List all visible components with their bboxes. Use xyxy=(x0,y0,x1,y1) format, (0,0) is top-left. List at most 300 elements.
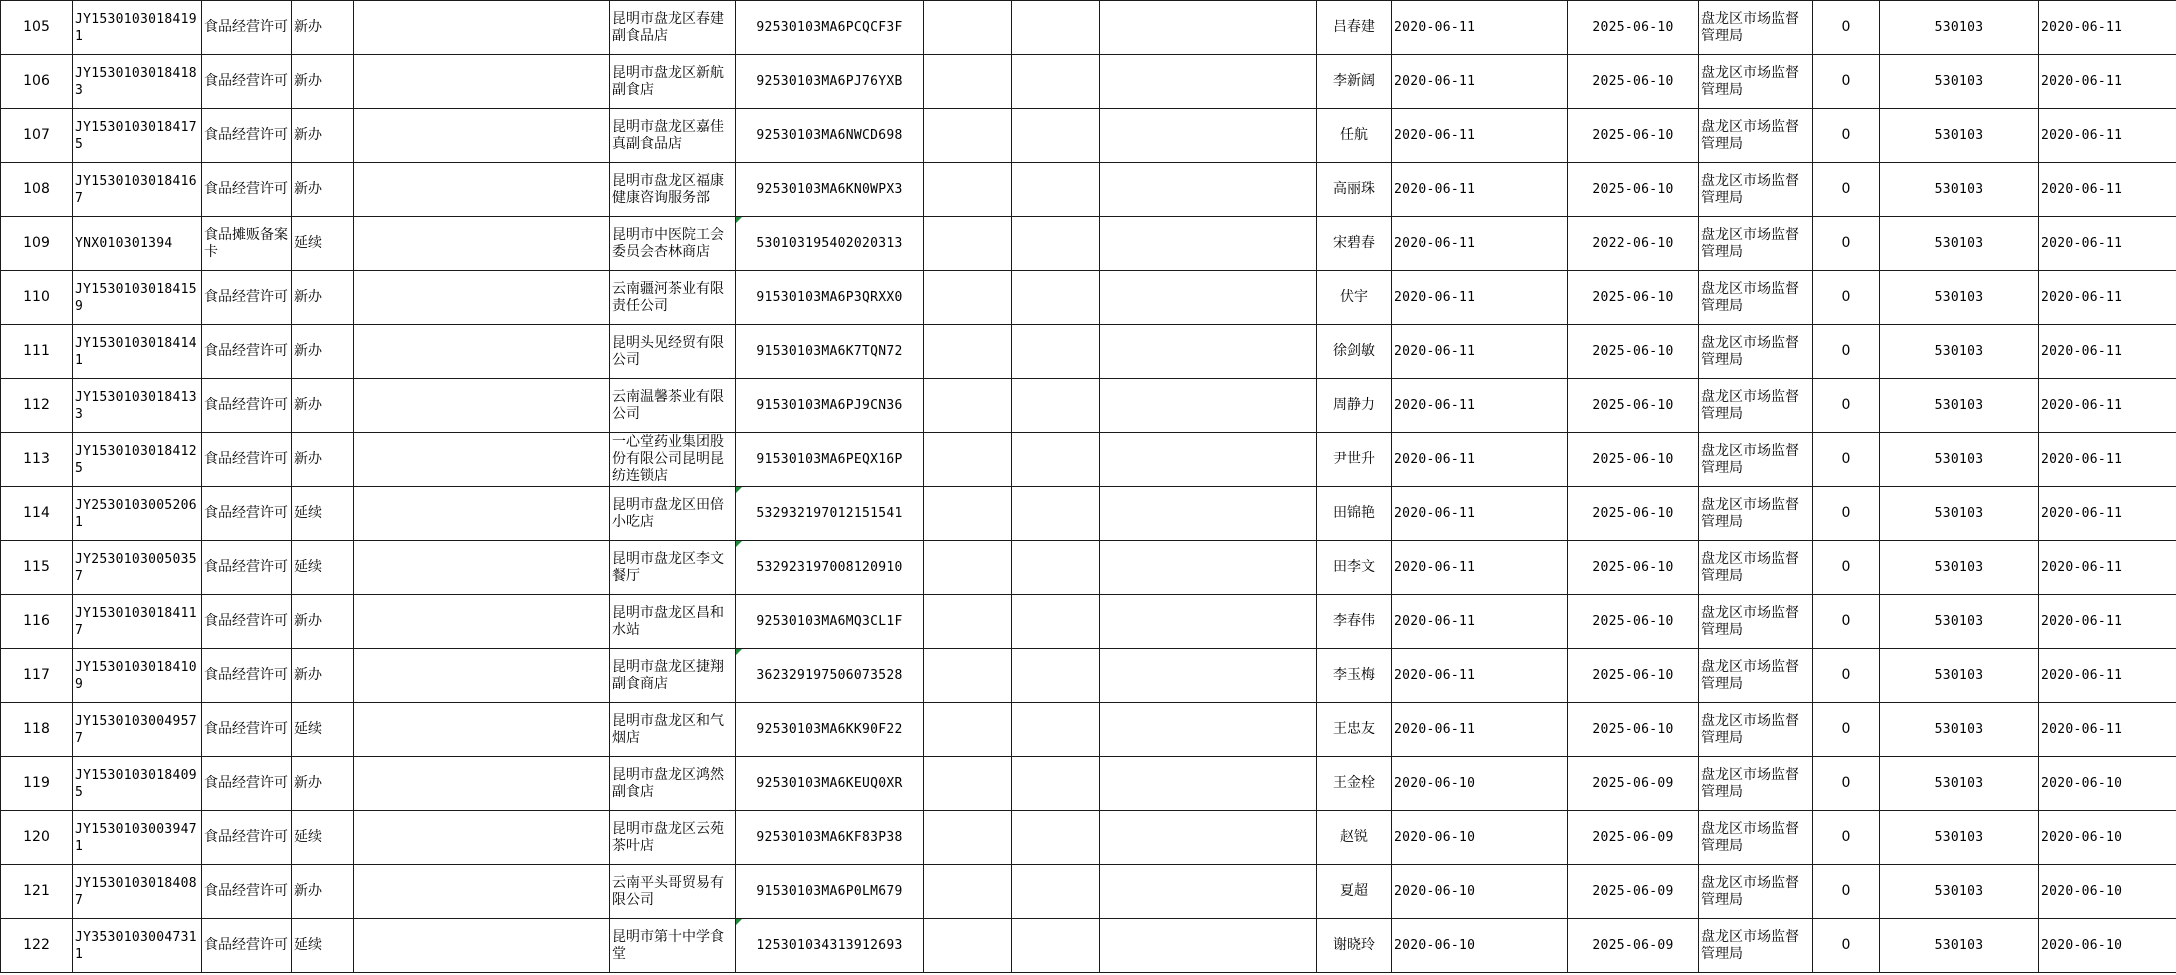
area-code[interactable]: 530103 xyxy=(1880,541,2039,595)
empty-cell[interactable] xyxy=(354,541,610,595)
empty-cell[interactable] xyxy=(1012,163,1100,217)
empty-cell[interactable] xyxy=(354,757,610,811)
valid-to[interactable]: 2025-06-09 xyxy=(1568,865,1699,919)
issuing-authority[interactable]: 盘龙区市场监督管理局 xyxy=(1699,271,1813,325)
application-type[interactable]: 新办 xyxy=(292,325,354,379)
license-type[interactable]: 食品经营许可 xyxy=(202,487,292,541)
credit-code[interactable]: 91530103MA6P0LM679 xyxy=(736,865,924,919)
area-code[interactable]: 530103 xyxy=(1880,109,2039,163)
status-code[interactable]: 0 xyxy=(1813,649,1880,703)
license-type[interactable]: 食品经营许可 xyxy=(202,271,292,325)
issuing-authority[interactable]: 盘龙区市场监督管理局 xyxy=(1699,811,1813,865)
empty-cell[interactable] xyxy=(924,487,1012,541)
empty-cell[interactable] xyxy=(1012,649,1100,703)
status-code[interactable]: 0 xyxy=(1813,163,1880,217)
row-number[interactable]: 120 xyxy=(1,811,73,865)
valid-to[interactable]: 2025-06-10 xyxy=(1568,109,1699,163)
license-number[interactable]: JY15301030184087 xyxy=(73,865,202,919)
issuing-authority[interactable]: 盘龙区市场监督管理局 xyxy=(1699,325,1813,379)
issue-date[interactable]: 2020-06-11 xyxy=(2039,325,2176,379)
area-code[interactable]: 530103 xyxy=(1880,271,2039,325)
valid-to[interactable]: 2025-06-10 xyxy=(1568,1,1699,55)
empty-cell[interactable] xyxy=(1100,811,1317,865)
row-number[interactable]: 108 xyxy=(1,163,73,217)
license-type[interactable]: 食品经营许可 xyxy=(202,757,292,811)
empty-cell[interactable] xyxy=(354,55,610,109)
credit-code[interactable]: 91530103MA6P3QRXX0 xyxy=(736,271,924,325)
issuing-authority[interactable]: 盘龙区市场监督管理局 xyxy=(1699,649,1813,703)
empty-cell[interactable] xyxy=(924,55,1012,109)
empty-cell[interactable] xyxy=(1012,757,1100,811)
valid-from[interactable]: 2020-06-10 xyxy=(1392,919,1568,973)
area-code[interactable]: 530103 xyxy=(1880,703,2039,757)
credit-code[interactable]: 92530103MA6KEUQ0XR xyxy=(736,757,924,811)
application-type[interactable]: 新办 xyxy=(292,1,354,55)
row-number[interactable]: 115 xyxy=(1,541,73,595)
credit-code[interactable]: 92530103MA6KF83P38 xyxy=(736,811,924,865)
status-code[interactable]: 0 xyxy=(1813,217,1880,271)
license-type[interactable]: 食品经营许可 xyxy=(202,865,292,919)
status-code[interactable]: 0 xyxy=(1813,919,1880,973)
issue-date[interactable]: 2020-06-10 xyxy=(2039,865,2176,919)
status-code[interactable]: 0 xyxy=(1813,55,1880,109)
issue-date[interactable]: 2020-06-11 xyxy=(2039,649,2176,703)
empty-cell[interactable] xyxy=(1012,811,1100,865)
empty-cell[interactable] xyxy=(1012,325,1100,379)
area-code[interactable]: 530103 xyxy=(1880,433,2039,487)
license-type[interactable]: 食品经营许可 xyxy=(202,541,292,595)
empty-cell[interactable] xyxy=(354,595,610,649)
row-number[interactable]: 106 xyxy=(1,55,73,109)
issuing-authority[interactable]: 盘龙区市场监督管理局 xyxy=(1699,919,1813,973)
area-code[interactable]: 530103 xyxy=(1880,1,2039,55)
empty-cell[interactable] xyxy=(1012,55,1100,109)
credit-code[interactable]: 362329197506073528 xyxy=(736,649,924,703)
business-name[interactable]: 一心堂药业集团股份有限公司昆明昆纺连锁店 xyxy=(610,433,736,487)
row-number[interactable]: 114 xyxy=(1,487,73,541)
credit-code[interactable]: 92530103MA6KK90F22 xyxy=(736,703,924,757)
valid-to[interactable]: 2025-06-10 xyxy=(1568,379,1699,433)
empty-cell[interactable] xyxy=(924,217,1012,271)
credit-code[interactable]: 125301034313912693 xyxy=(736,919,924,973)
issue-date[interactable]: 2020-06-10 xyxy=(2039,757,2176,811)
business-name[interactable]: 云南温馨茶业有限公司 xyxy=(610,379,736,433)
valid-to[interactable]: 2025-06-10 xyxy=(1568,325,1699,379)
issuing-authority[interactable]: 盘龙区市场监督管理局 xyxy=(1699,109,1813,163)
valid-to[interactable]: 2025-06-10 xyxy=(1568,163,1699,217)
legal-person[interactable]: 吕春建 xyxy=(1317,1,1392,55)
status-code[interactable]: 0 xyxy=(1813,541,1880,595)
issuing-authority[interactable]: 盘龙区市场监督管理局 xyxy=(1699,163,1813,217)
legal-person[interactable]: 赵锐 xyxy=(1317,811,1392,865)
legal-person[interactable]: 王忠友 xyxy=(1317,703,1392,757)
issue-date[interactable]: 2020-06-11 xyxy=(2039,1,2176,55)
status-code[interactable]: 0 xyxy=(1813,865,1880,919)
row-number[interactable]: 122 xyxy=(1,919,73,973)
empty-cell[interactable] xyxy=(1100,325,1317,379)
business-name[interactable]: 昆明市盘龙区李文餐厅 xyxy=(610,541,736,595)
empty-cell[interactable] xyxy=(1012,865,1100,919)
empty-cell[interactable] xyxy=(924,649,1012,703)
empty-cell[interactable] xyxy=(924,433,1012,487)
issue-date[interactable]: 2020-06-10 xyxy=(2039,811,2176,865)
valid-to[interactable]: 2025-06-10 xyxy=(1568,595,1699,649)
application-type[interactable]: 延续 xyxy=(292,541,354,595)
empty-cell[interactable] xyxy=(1012,541,1100,595)
valid-from[interactable]: 2020-06-11 xyxy=(1392,595,1568,649)
valid-to[interactable]: 2025-06-10 xyxy=(1568,55,1699,109)
issue-date[interactable]: 2020-06-11 xyxy=(2039,271,2176,325)
status-code[interactable]: 0 xyxy=(1813,811,1880,865)
status-code[interactable]: 0 xyxy=(1813,703,1880,757)
area-code[interactable]: 530103 xyxy=(1880,811,2039,865)
application-type[interactable]: 新办 xyxy=(292,757,354,811)
valid-from[interactable]: 2020-06-11 xyxy=(1392,1,1568,55)
empty-cell[interactable] xyxy=(1100,379,1317,433)
status-code[interactable]: 0 xyxy=(1813,595,1880,649)
license-number[interactable]: JY15301030039471 xyxy=(73,811,202,865)
legal-person[interactable]: 谢晓玲 xyxy=(1317,919,1392,973)
license-type[interactable]: 食品经营许可 xyxy=(202,811,292,865)
row-number[interactable]: 105 xyxy=(1,1,73,55)
credit-code[interactable]: 92530103MA6MQ3CL1F xyxy=(736,595,924,649)
license-number[interactable]: JY15301030184117 xyxy=(73,595,202,649)
area-code[interactable]: 530103 xyxy=(1880,919,2039,973)
credit-code[interactable]: 530103195402020313 xyxy=(736,217,924,271)
empty-cell[interactable] xyxy=(1100,433,1317,487)
empty-cell[interactable] xyxy=(924,865,1012,919)
empty-cell[interactable] xyxy=(924,325,1012,379)
business-name[interactable]: 昆明市盘龙区昌和水站 xyxy=(610,595,736,649)
empty-cell[interactable] xyxy=(1100,703,1317,757)
issue-date[interactable]: 2020-06-11 xyxy=(2039,595,2176,649)
empty-cell[interactable] xyxy=(1100,757,1317,811)
empty-cell[interactable] xyxy=(924,595,1012,649)
empty-cell[interactable] xyxy=(1012,433,1100,487)
application-type[interactable]: 延续 xyxy=(292,919,354,973)
issue-date[interactable]: 2020-06-11 xyxy=(2039,487,2176,541)
valid-from[interactable]: 2020-06-11 xyxy=(1392,271,1568,325)
issuing-authority[interactable]: 盘龙区市场监督管理局 xyxy=(1699,55,1813,109)
valid-from[interactable]: 2020-06-11 xyxy=(1392,379,1568,433)
legal-person[interactable]: 周静力 xyxy=(1317,379,1392,433)
status-code[interactable]: 0 xyxy=(1813,433,1880,487)
row-number[interactable]: 121 xyxy=(1,865,73,919)
empty-cell[interactable] xyxy=(1100,649,1317,703)
row-number[interactable]: 117 xyxy=(1,649,73,703)
empty-cell[interactable] xyxy=(1100,595,1317,649)
empty-cell[interactable] xyxy=(924,271,1012,325)
license-number[interactable]: JY15301030184133 xyxy=(73,379,202,433)
issuing-authority[interactable]: 盘龙区市场监督管理局 xyxy=(1699,433,1813,487)
application-type[interactable]: 新办 xyxy=(292,433,354,487)
credit-code[interactable]: 92530103MA6PJ76YXB xyxy=(736,55,924,109)
empty-cell[interactable] xyxy=(354,163,610,217)
business-name[interactable]: 云南平头哥贸易有限公司 xyxy=(610,865,736,919)
business-name[interactable]: 昆明市盘龙区捷翔副食商店 xyxy=(610,649,736,703)
valid-from[interactable]: 2020-06-11 xyxy=(1392,325,1568,379)
license-type[interactable]: 食品经营许可 xyxy=(202,595,292,649)
business-name[interactable]: 昆明市盘龙区福康健康咨询服务部 xyxy=(610,163,736,217)
empty-cell[interactable] xyxy=(1100,487,1317,541)
empty-cell[interactable] xyxy=(1012,271,1100,325)
legal-person[interactable]: 田李文 xyxy=(1317,541,1392,595)
empty-cell[interactable] xyxy=(1100,1,1317,55)
license-type[interactable]: 食品经营许可 xyxy=(202,163,292,217)
issuing-authority[interactable]: 盘龙区市场监督管理局 xyxy=(1699,595,1813,649)
license-type[interactable]: 食品经营许可 xyxy=(202,919,292,973)
empty-cell[interactable] xyxy=(1100,55,1317,109)
valid-from[interactable]: 2020-06-10 xyxy=(1392,757,1568,811)
valid-from[interactable]: 2020-06-11 xyxy=(1392,433,1568,487)
valid-to[interactable]: 2025-06-10 xyxy=(1568,649,1699,703)
row-number[interactable]: 109 xyxy=(1,217,73,271)
legal-person[interactable]: 李玉梅 xyxy=(1317,649,1392,703)
valid-from[interactable]: 2020-06-11 xyxy=(1392,109,1568,163)
empty-cell[interactable] xyxy=(354,109,610,163)
business-name[interactable]: 昆明市中医院工会委员会杏林商店 xyxy=(610,217,736,271)
issuing-authority[interactable]: 盘龙区市场监督管理局 xyxy=(1699,865,1813,919)
business-name[interactable]: 昆明市盘龙区田倍小吃店 xyxy=(610,487,736,541)
license-number[interactable]: JY15301030184141 xyxy=(73,325,202,379)
area-code[interactable]: 530103 xyxy=(1880,595,2039,649)
row-number[interactable]: 113 xyxy=(1,433,73,487)
credit-code[interactable]: 92530103MA6PCQCF3F xyxy=(736,1,924,55)
license-number[interactable]: JY15301030184191 xyxy=(73,1,202,55)
business-name[interactable]: 昆明市盘龙区鸿然副食店 xyxy=(610,757,736,811)
legal-person[interactable]: 夏超 xyxy=(1317,865,1392,919)
empty-cell[interactable] xyxy=(1100,109,1317,163)
empty-cell[interactable] xyxy=(924,1,1012,55)
empty-cell[interactable] xyxy=(1012,1,1100,55)
valid-to[interactable]: 2025-06-10 xyxy=(1568,541,1699,595)
issue-date[interactable]: 2020-06-11 xyxy=(2039,379,2176,433)
license-type[interactable]: 食品经营许可 xyxy=(202,649,292,703)
empty-cell[interactable] xyxy=(354,379,610,433)
empty-cell[interactable] xyxy=(924,757,1012,811)
business-name[interactable]: 昆明市盘龙区和气烟店 xyxy=(610,703,736,757)
legal-person[interactable]: 尹世升 xyxy=(1317,433,1392,487)
legal-person[interactable]: 伏宇 xyxy=(1317,271,1392,325)
business-name[interactable]: 云南疆河茶业有限责任公司 xyxy=(610,271,736,325)
issuing-authority[interactable]: 盘龙区市场监督管理局 xyxy=(1699,1,1813,55)
empty-cell[interactable] xyxy=(1012,703,1100,757)
empty-cell[interactable] xyxy=(1012,217,1100,271)
empty-cell[interactable] xyxy=(924,811,1012,865)
credit-code[interactable]: 91530103MA6K7TQN72 xyxy=(736,325,924,379)
credit-code[interactable]: 532923197008120910 xyxy=(736,541,924,595)
row-number[interactable]: 107 xyxy=(1,109,73,163)
license-number[interactable]: JY15301030184159 xyxy=(73,271,202,325)
application-type[interactable]: 延续 xyxy=(292,217,354,271)
license-type[interactable]: 食品经营许可 xyxy=(202,109,292,163)
application-type[interactable]: 新办 xyxy=(292,271,354,325)
valid-to[interactable]: 2025-06-10 xyxy=(1568,487,1699,541)
legal-person[interactable]: 李春伟 xyxy=(1317,595,1392,649)
legal-person[interactable]: 田锦艳 xyxy=(1317,487,1392,541)
empty-cell[interactable] xyxy=(1012,379,1100,433)
row-number[interactable]: 112 xyxy=(1,379,73,433)
status-code[interactable]: 0 xyxy=(1813,487,1880,541)
application-type[interactable]: 延续 xyxy=(292,703,354,757)
valid-from[interactable]: 2020-06-11 xyxy=(1392,541,1568,595)
valid-from[interactable]: 2020-06-11 xyxy=(1392,217,1568,271)
valid-from[interactable]: 2020-06-11 xyxy=(1392,163,1568,217)
legal-person[interactable]: 王金栓 xyxy=(1317,757,1392,811)
valid-from[interactable]: 2020-06-11 xyxy=(1392,487,1568,541)
empty-cell[interactable] xyxy=(924,919,1012,973)
business-name[interactable]: 昆明市盘龙区春建副食品店 xyxy=(610,1,736,55)
valid-to[interactable]: 2025-06-09 xyxy=(1568,919,1699,973)
status-code[interactable]: 0 xyxy=(1813,325,1880,379)
license-number[interactable]: JY25301030050357 xyxy=(73,541,202,595)
application-type[interactable]: 新办 xyxy=(292,595,354,649)
issue-date[interactable]: 2020-06-11 xyxy=(2039,541,2176,595)
empty-cell[interactable] xyxy=(1012,487,1100,541)
area-code[interactable]: 530103 xyxy=(1880,217,2039,271)
license-type[interactable]: 食品经营许可 xyxy=(202,703,292,757)
row-number[interactable]: 118 xyxy=(1,703,73,757)
empty-cell[interactable] xyxy=(1012,595,1100,649)
application-type[interactable]: 新办 xyxy=(292,379,354,433)
empty-cell[interactable] xyxy=(354,649,610,703)
license-number[interactable]: YNX010301394 xyxy=(73,217,202,271)
empty-cell[interactable] xyxy=(354,325,610,379)
license-number[interactable]: JY15301030049577 xyxy=(73,703,202,757)
issuing-authority[interactable]: 盘龙区市场监督管理局 xyxy=(1699,703,1813,757)
empty-cell[interactable] xyxy=(354,271,610,325)
application-type[interactable]: 新办 xyxy=(292,865,354,919)
issue-date[interactable]: 2020-06-10 xyxy=(2039,919,2176,973)
business-name[interactable]: 昆明市第十中学食堂 xyxy=(610,919,736,973)
license-number[interactable]: JY15301030184175 xyxy=(73,109,202,163)
issue-date[interactable]: 2020-06-11 xyxy=(2039,433,2176,487)
license-type[interactable]: 食品经营许可 xyxy=(202,325,292,379)
issue-date[interactable]: 2020-06-11 xyxy=(2039,55,2176,109)
legal-person[interactable]: 宋碧春 xyxy=(1317,217,1392,271)
empty-cell[interactable] xyxy=(1100,919,1317,973)
license-number[interactable]: JY15301030184109 xyxy=(73,649,202,703)
status-code[interactable]: 0 xyxy=(1813,271,1880,325)
license-type[interactable]: 食品经营许可 xyxy=(202,433,292,487)
empty-cell[interactable] xyxy=(1100,163,1317,217)
legal-person[interactable]: 任航 xyxy=(1317,109,1392,163)
license-type[interactable]: 食品经营许可 xyxy=(202,1,292,55)
area-code[interactable]: 530103 xyxy=(1880,649,2039,703)
valid-from[interactable]: 2020-06-10 xyxy=(1392,811,1568,865)
credit-code[interactable]: 91530103MA6PEQX16P xyxy=(736,433,924,487)
empty-cell[interactable] xyxy=(1012,109,1100,163)
area-code[interactable]: 530103 xyxy=(1880,757,2039,811)
empty-cell[interactable] xyxy=(1100,541,1317,595)
license-number[interactable]: JY35301030047311 xyxy=(73,919,202,973)
valid-to[interactable]: 2022-06-10 xyxy=(1568,217,1699,271)
empty-cell[interactable] xyxy=(924,109,1012,163)
license-type[interactable]: 食品经营许可 xyxy=(202,55,292,109)
legal-person[interactable]: 李新阔 xyxy=(1317,55,1392,109)
license-type[interactable]: 食品摊贩备案卡 xyxy=(202,217,292,271)
status-code[interactable]: 0 xyxy=(1813,109,1880,163)
area-code[interactable]: 530103 xyxy=(1880,865,2039,919)
valid-to[interactable]: 2025-06-09 xyxy=(1568,811,1699,865)
empty-cell[interactable] xyxy=(354,811,610,865)
area-code[interactable]: 530103 xyxy=(1880,379,2039,433)
row-number[interactable]: 119 xyxy=(1,757,73,811)
valid-from[interactable]: 2020-06-11 xyxy=(1392,649,1568,703)
empty-cell[interactable] xyxy=(354,919,610,973)
business-name[interactable]: 昆明头见经贸有限公司 xyxy=(610,325,736,379)
area-code[interactable]: 530103 xyxy=(1880,487,2039,541)
empty-cell[interactable] xyxy=(924,703,1012,757)
license-number[interactable]: JY25301030052061 xyxy=(73,487,202,541)
row-number[interactable]: 111 xyxy=(1,325,73,379)
empty-cell[interactable] xyxy=(924,379,1012,433)
issue-date[interactable]: 2020-06-11 xyxy=(2039,703,2176,757)
license-number[interactable]: JY15301030184167 xyxy=(73,163,202,217)
application-type[interactable]: 延续 xyxy=(292,487,354,541)
empty-cell[interactable] xyxy=(924,541,1012,595)
empty-cell[interactable] xyxy=(354,433,610,487)
empty-cell[interactable] xyxy=(1012,919,1100,973)
row-number[interactable]: 110 xyxy=(1,271,73,325)
valid-to[interactable]: 2025-06-10 xyxy=(1568,703,1699,757)
status-code[interactable]: 0 xyxy=(1813,1,1880,55)
area-code[interactable]: 530103 xyxy=(1880,163,2039,217)
application-type[interactable]: 新办 xyxy=(292,55,354,109)
area-code[interactable]: 530103 xyxy=(1880,55,2039,109)
row-number[interactable]: 116 xyxy=(1,595,73,649)
empty-cell[interactable] xyxy=(354,865,610,919)
empty-cell[interactable] xyxy=(354,703,610,757)
issuing-authority[interactable]: 盘龙区市场监督管理局 xyxy=(1699,379,1813,433)
valid-from[interactable]: 2020-06-10 xyxy=(1392,865,1568,919)
valid-to[interactable]: 2025-06-09 xyxy=(1568,757,1699,811)
empty-cell[interactable] xyxy=(354,1,610,55)
application-type[interactable]: 新办 xyxy=(292,649,354,703)
issue-date[interactable]: 2020-06-11 xyxy=(2039,163,2176,217)
application-type[interactable]: 延续 xyxy=(292,811,354,865)
issuing-authority[interactable]: 盘龙区市场监督管理局 xyxy=(1699,541,1813,595)
business-name[interactable]: 昆明市盘龙区嘉佳真副食品店 xyxy=(610,109,736,163)
application-type[interactable]: 新办 xyxy=(292,163,354,217)
valid-from[interactable]: 2020-06-11 xyxy=(1392,55,1568,109)
license-number[interactable]: JY15301030184183 xyxy=(73,55,202,109)
empty-cell[interactable] xyxy=(924,163,1012,217)
issuing-authority[interactable]: 盘龙区市场监督管理局 xyxy=(1699,757,1813,811)
license-type[interactable]: 食品经营许可 xyxy=(202,379,292,433)
legal-person[interactable]: 徐剑敏 xyxy=(1317,325,1392,379)
credit-code[interactable]: 92530103MA6KN0WPX3 xyxy=(736,163,924,217)
empty-cell[interactable] xyxy=(1100,271,1317,325)
status-code[interactable]: 0 xyxy=(1813,757,1880,811)
application-type[interactable]: 新办 xyxy=(292,109,354,163)
credit-code[interactable]: 91530103MA6PJ9CN36 xyxy=(736,379,924,433)
status-code[interactable]: 0 xyxy=(1813,379,1880,433)
valid-to[interactable]: 2025-06-10 xyxy=(1568,433,1699,487)
license-number[interactable]: JY15301030184095 xyxy=(73,757,202,811)
empty-cell[interactable] xyxy=(354,487,610,541)
empty-cell[interactable] xyxy=(1100,217,1317,271)
business-name[interactable]: 昆明市盘龙区新航副食店 xyxy=(610,55,736,109)
empty-cell[interactable] xyxy=(354,217,610,271)
issuing-authority[interactable]: 盘龙区市场监督管理局 xyxy=(1699,217,1813,271)
valid-from[interactable]: 2020-06-11 xyxy=(1392,703,1568,757)
issuing-authority[interactable]: 盘龙区市场监督管理局 xyxy=(1699,487,1813,541)
license-number[interactable]: JY15301030184125 xyxy=(73,433,202,487)
empty-cell[interactable] xyxy=(1100,865,1317,919)
area-code[interactable]: 530103 xyxy=(1880,325,2039,379)
credit-code[interactable]: 92530103MA6NWCD698 xyxy=(736,109,924,163)
